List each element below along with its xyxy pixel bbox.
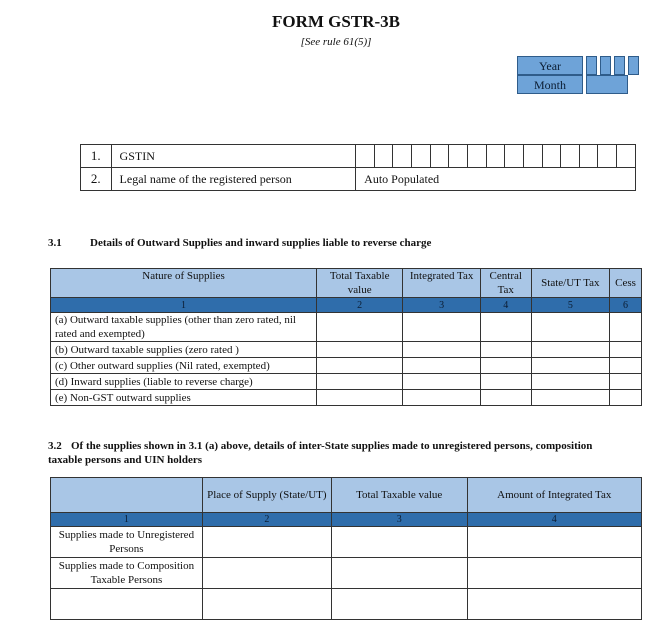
section-title: Of the supplies shown in 3.1 (a) above, details of inter-State supplies made to unregistered persons, composition taxable persons and UIN holders [48,440,593,466]
legal-name-value: Auto Populated [356,168,636,191]
column-index: 1 [51,513,203,527]
year-digit-cell[interactable] [600,56,611,75]
input-cell[interactable] [331,558,467,589]
inter-state-supplies-table [50,477,642,620]
row-number: 2. [81,168,112,191]
supply-description: (c) Other outward supplies (Nil rated, exempted) [51,358,317,374]
input-cell[interactable] [610,358,642,374]
input-cell[interactable] [403,313,481,342]
input-cell[interactable] [610,313,642,342]
column-header: Central Tax [480,269,531,298]
input-cell[interactable] [610,342,642,358]
row-number: 1. [81,145,112,168]
column-header: Amount of Integrated Tax [467,478,641,513]
section-number: 3.2 [48,440,62,452]
column-index: 1 [51,298,317,313]
table-row [51,313,642,342]
gstin-label: GSTIN [111,145,356,168]
basic-details-table [80,144,636,191]
input-cell[interactable] [531,374,609,390]
column-index-row [51,298,642,313]
input-cell[interactable] [331,527,467,558]
supply-description-partial [51,589,203,620]
input-cell[interactable] [531,342,609,358]
gstin-row [81,145,636,168]
gstin-digit-cell[interactable] [393,145,412,168]
column-index: 2 [202,513,331,527]
table-row [51,342,642,358]
column-index: 2 [317,298,403,313]
table-row [51,358,642,374]
supply-description: (d) Inward supplies (liable to reverse charge) [51,374,317,390]
year-cells[interactable] [586,56,642,75]
gstin-digit-cell[interactable] [598,145,617,168]
input-cell[interactable] [531,390,609,406]
column-index: 5 [531,298,609,313]
input-cell[interactable] [610,374,642,390]
input-cell[interactable] [317,313,403,342]
supply-description: (e) Non-GST outward supplies [51,390,317,406]
table-row [51,527,642,558]
supply-description: Supplies made to Unregistered Persons [51,527,203,558]
gstin-digit-cell[interactable] [579,145,598,168]
gstin-digit-cell[interactable] [523,145,542,168]
gstin-digit-cell[interactable] [617,145,636,168]
input-cell[interactable] [202,527,331,558]
input-cell[interactable] [480,374,531,390]
input-cell[interactable] [467,589,641,620]
input-cell[interactable] [610,390,642,406]
column-index: 3 [403,298,481,313]
table-row [51,589,642,620]
input-cell[interactable] [467,527,641,558]
input-cell[interactable] [480,313,531,342]
section-3-1-heading [48,237,431,249]
table-row [51,558,642,589]
supply-description: Supplies made to Composition Taxable Persons [51,558,203,589]
input-cell[interactable] [480,358,531,374]
gstin-digit-cell[interactable] [505,145,524,168]
section-title: Details of Outward Supplies and inward supplies liable to reverse charge [90,237,432,249]
column-header: Total Taxable value [317,269,403,298]
column-index: 4 [480,298,531,313]
column-index: 4 [467,513,641,527]
column-header [51,478,203,513]
input-cell[interactable] [480,342,531,358]
year-digit-cell[interactable] [586,56,597,75]
section-number: 3.1 [48,237,62,249]
supply-description: (a) Outward taxable supplies (other than zero rated, nil rated and exempted) [51,313,317,342]
column-index-row [51,513,642,527]
year-month-box [517,56,642,94]
table-header-row [51,269,642,298]
gstin-digit-cell[interactable] [374,145,393,168]
column-header: Integrated Tax [403,269,481,298]
column-index: 3 [331,513,467,527]
input-cell[interactable] [531,313,609,342]
column-index: 6 [610,298,642,313]
input-cell[interactable] [480,390,531,406]
gstin-digit-cell[interactable] [486,145,505,168]
input-cell[interactable] [403,342,481,358]
table-row [51,390,642,406]
column-header: Place of Supply (State/UT) [202,478,331,513]
input-cell[interactable] [202,558,331,589]
gstin-digit-cell[interactable] [430,145,449,168]
month-cell[interactable] [586,75,628,94]
gstin-digit-cell[interactable] [449,145,468,168]
form-rule-reference: [See rule 61(5)] [300,36,372,48]
legal-name-label: Legal name of the registered person [111,168,356,191]
input-cell[interactable] [403,358,481,374]
input-cell[interactable] [317,358,403,374]
year-digit-cell[interactable] [614,56,625,75]
input-cell[interactable] [202,589,331,620]
legal-name-row [81,168,636,191]
gstin-digit-cell[interactable] [356,145,375,168]
input-cell[interactable] [317,374,403,390]
table-row [51,374,642,390]
form-title: FORM GSTR-3B [272,12,400,31]
gstin-digit-cell[interactable] [542,145,561,168]
input-cell[interactable] [467,558,641,589]
section-3-2-heading [48,439,608,467]
input-cell[interactable] [317,390,403,406]
gstin-digit-cell[interactable] [561,145,580,168]
outward-supplies-table [50,268,642,406]
column-header: Total Taxable value [331,478,467,513]
year-digit-cell[interactable] [628,56,639,75]
gstin-digit-cell[interactable] [412,145,431,168]
input-cell[interactable] [317,342,403,358]
table-header-row [51,478,642,513]
gstin-digit-cell[interactable] [468,145,487,168]
input-cell[interactable] [531,358,609,374]
year-label: Year [517,56,583,75]
input-cell[interactable] [403,390,481,406]
column-header: Cess [610,269,642,298]
input-cell[interactable] [331,589,467,620]
column-header: Nature of Supplies [51,269,317,298]
month-label: Month [517,75,583,94]
input-cell[interactable] [403,374,481,390]
column-header: State/UT Tax [531,269,609,298]
supply-description: (b) Outward taxable supplies (zero rated ) [51,342,317,358]
